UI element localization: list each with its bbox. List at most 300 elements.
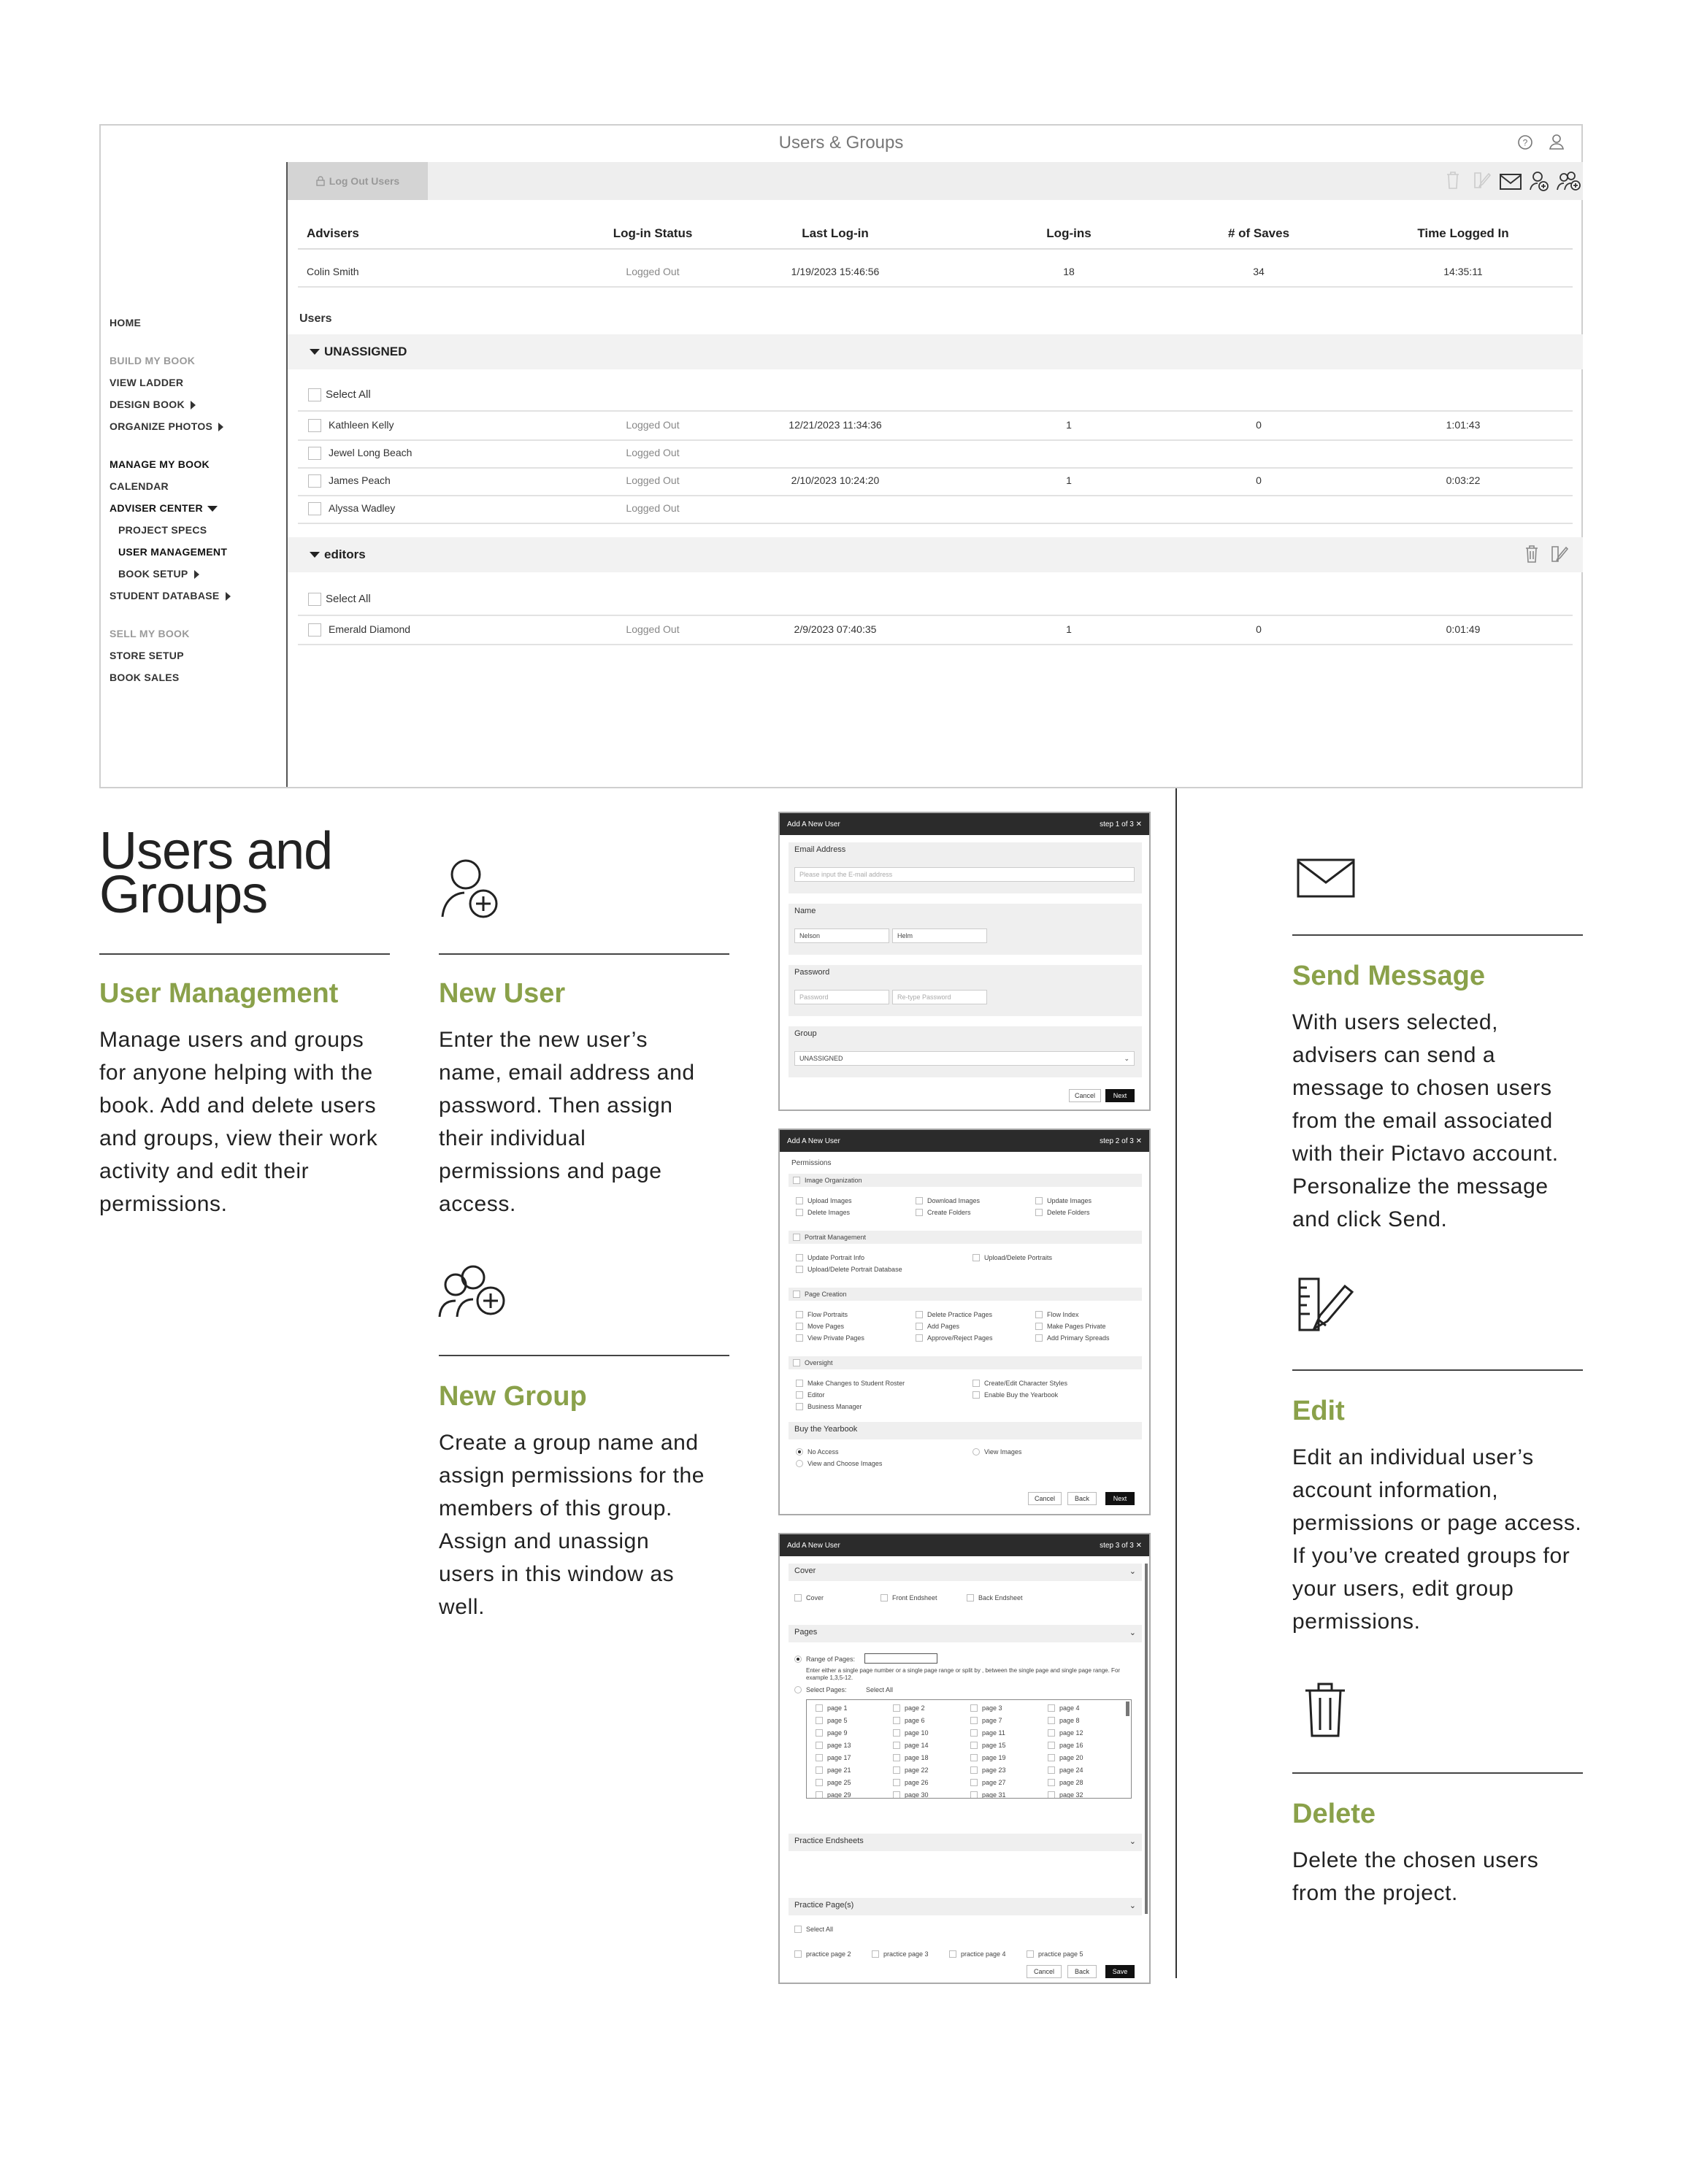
name-label: Name xyxy=(794,907,816,915)
page-label: page 26 xyxy=(905,1779,929,1786)
permission-checkbox[interactable] xyxy=(796,1380,803,1387)
column-header-logins: Log-ins xyxy=(1046,226,1092,240)
buy-yearbook-label: Buy the Yearbook xyxy=(794,1425,858,1434)
user-management-heading: User Management xyxy=(99,978,339,1009)
user-saves: 0 xyxy=(1256,474,1262,486)
nav-organize-photos[interactable] xyxy=(110,420,223,432)
email-field[interactable]: Please input the E-mail address xyxy=(794,867,1135,882)
chevron-right-icon xyxy=(191,401,196,410)
page-label: page 16 xyxy=(1059,1742,1083,1749)
radio-button[interactable] xyxy=(796,1460,803,1467)
user-last-login: 12/21/2023 11:34:36 xyxy=(789,419,882,431)
user-time: 0:01:49 xyxy=(1446,623,1481,635)
permission-label: Update Images xyxy=(1047,1197,1092,1204)
permission-checkbox[interactable] xyxy=(972,1391,980,1399)
cancel-button[interactable]: Cancel xyxy=(1028,1492,1062,1505)
permission-checkbox[interactable] xyxy=(796,1403,803,1410)
permission-label: Create Folders xyxy=(927,1209,971,1216)
nav-book-setup-label: BOOK SETUP xyxy=(118,568,188,580)
column-header-last-login: Last Log-in xyxy=(802,226,869,240)
permission-label: Make Changes to Student Roster xyxy=(807,1380,905,1387)
user-logins: 1 xyxy=(1066,419,1072,431)
nav-home[interactable]: HOME xyxy=(110,317,142,328)
select-pages-label: Select Pages: xyxy=(806,1686,847,1693)
page-checkbox[interactable] xyxy=(816,1704,823,1712)
permission-checkbox[interactable] xyxy=(916,1209,923,1216)
page-checkbox[interactable] xyxy=(1048,1729,1055,1737)
practice-item-label: practice page 4 xyxy=(961,1950,1006,1958)
page-title xyxy=(99,822,333,924)
cancel-button[interactable]: Cancel xyxy=(1027,1965,1062,1978)
page-checkbox[interactable] xyxy=(816,1766,823,1774)
divider xyxy=(439,1355,729,1356)
window-title: Users & Groups xyxy=(778,133,904,153)
page-label: page 7 xyxy=(982,1717,1002,1724)
page-checkbox[interactable] xyxy=(893,1766,900,1774)
divider xyxy=(1292,1772,1583,1774)
page-checkbox[interactable] xyxy=(970,1742,978,1749)
page-checkbox[interactable] xyxy=(893,1791,900,1799)
permission-label: Upload/Delete Portraits xyxy=(984,1254,1053,1261)
permission-label: Download Images xyxy=(927,1197,981,1204)
cover-checkbox[interactable] xyxy=(881,1594,888,1602)
user-logins: 1 xyxy=(1066,474,1072,486)
divider xyxy=(298,495,1573,496)
page-label: page 24 xyxy=(1059,1766,1083,1774)
page-checkbox[interactable] xyxy=(893,1729,900,1737)
permission-label: Add Pages xyxy=(927,1323,960,1330)
permission-checkbox[interactable] xyxy=(1035,1334,1043,1342)
radio-button[interactable] xyxy=(972,1448,980,1456)
nav-book-setup[interactable] xyxy=(118,568,199,580)
page-checkbox[interactable] xyxy=(970,1717,978,1724)
page-label: page 3 xyxy=(982,1704,1002,1712)
practice-checkbox[interactable] xyxy=(872,1950,879,1958)
page-label: page 6 xyxy=(905,1717,925,1724)
log-out-users-button[interactable] xyxy=(288,162,428,200)
page-checkbox[interactable] xyxy=(1048,1717,1055,1724)
add-group-icon xyxy=(437,1264,507,1318)
group-header-unassigned[interactable] xyxy=(288,334,1583,369)
email-label: Email Address xyxy=(794,845,846,854)
pages-list[interactable] xyxy=(806,1699,1132,1799)
permission-checkbox[interactable] xyxy=(916,1334,923,1342)
practice-checkbox[interactable] xyxy=(949,1950,956,1958)
svg-text:?: ? xyxy=(1522,137,1528,148)
account-icon[interactable] xyxy=(1548,133,1565,150)
page-label: page 25 xyxy=(827,1779,851,1786)
page-label: page 19 xyxy=(982,1754,1006,1761)
practice-checkbox[interactable] xyxy=(794,1950,802,1958)
log-out-users-label: Log Out Users xyxy=(329,175,400,187)
user-last-login: 2/10/2023 10:24:20 xyxy=(791,474,880,486)
user-name: Jewel Long Beach xyxy=(329,447,413,458)
nav-design-book[interactable] xyxy=(110,399,196,410)
delete-heading: Delete xyxy=(1292,1799,1376,1829)
nav-calendar[interactable]: CALENDAR xyxy=(110,480,169,492)
permission-label: Enable Buy the Yearbook xyxy=(984,1391,1059,1399)
user-status: Logged Out xyxy=(626,419,680,431)
page-checkbox[interactable] xyxy=(816,1717,823,1724)
page-checkbox[interactable] xyxy=(970,1729,978,1737)
nav-book-sales[interactable]: BOOK SALES xyxy=(110,672,180,683)
cover-section[interactable] xyxy=(789,1564,1142,1581)
user-time: 0:03:22 xyxy=(1446,474,1481,486)
column-header-status: Log-in Status xyxy=(613,226,693,240)
section-label: Portrait Management xyxy=(805,1234,867,1241)
cover-item-label: Back Endsheet xyxy=(978,1594,1023,1602)
practice-select-all-label: Select All xyxy=(806,1926,834,1933)
nav-adviser-center[interactable] xyxy=(110,502,218,514)
page-label: page 4 xyxy=(1059,1704,1080,1712)
permissions-label: Permissions xyxy=(791,1159,832,1167)
section-checkbox[interactable] xyxy=(793,1359,800,1366)
next-button[interactable]: Next xyxy=(1105,1089,1135,1102)
page-label: page 30 xyxy=(905,1791,929,1799)
section-checkbox[interactable] xyxy=(793,1177,800,1184)
nav-view-ladder[interactable]: VIEW LADDER xyxy=(110,377,184,388)
permission-label: Upload/Delete Portrait Database xyxy=(807,1266,902,1273)
toolbar xyxy=(288,162,1583,200)
column-header-saves: # of Saves xyxy=(1227,226,1290,240)
permission-label: Move Pages xyxy=(807,1323,845,1330)
section-label: Oversight xyxy=(805,1359,833,1366)
page-checkbox[interactable] xyxy=(816,1729,823,1737)
nav-store-setup[interactable]: STORE SETUP xyxy=(110,650,184,661)
page-checkbox[interactable] xyxy=(816,1742,823,1749)
group-label: Group xyxy=(794,1029,817,1038)
select-all-checkbox[interactable] xyxy=(308,388,321,401)
permission-checkbox[interactable] xyxy=(796,1266,803,1273)
page-checkbox[interactable] xyxy=(1048,1742,1055,1749)
section-checkbox[interactable] xyxy=(793,1291,800,1298)
divider xyxy=(298,410,1573,412)
divider xyxy=(298,523,1573,524)
dialog-title: Add A New User xyxy=(787,1137,840,1145)
select-all-checkbox[interactable] xyxy=(308,593,321,606)
page-checkbox[interactable] xyxy=(816,1791,823,1799)
edit-icon[interactable] xyxy=(1473,171,1491,190)
trash-icon[interactable] xyxy=(1446,171,1460,190)
permission-label: View Private Pages xyxy=(807,1334,864,1342)
next-button[interactable]: Next xyxy=(1105,1492,1135,1505)
dialog-step: step 1 of 3 xyxy=(1100,820,1134,828)
user-name: Kathleen Kelly xyxy=(329,419,394,431)
section-label: Image Organization xyxy=(805,1177,862,1184)
chevron-down-icon xyxy=(310,349,320,355)
edit-heading: Edit xyxy=(1292,1396,1345,1426)
row-checkbox[interactable] xyxy=(308,623,321,637)
permission-label: Upload Images xyxy=(807,1197,852,1204)
dialog-title: Add A New User xyxy=(787,820,840,828)
page-label: page 18 xyxy=(905,1754,929,1761)
permission-checkbox[interactable] xyxy=(1035,1311,1043,1318)
permission-label: Delete Images xyxy=(807,1209,851,1216)
select-pages-radio[interactable] xyxy=(794,1686,802,1693)
nav-user-management[interactable]: USER MANAGEMENT xyxy=(118,546,228,558)
group-header-editors[interactable] xyxy=(288,537,1583,572)
page-label: page 1 xyxy=(827,1704,848,1712)
page-checkbox[interactable] xyxy=(1048,1791,1055,1799)
range-help-text: Enter either a single page number or a single page range or split by , between the single page and single page range. For example 1,3,5-12. xyxy=(806,1667,1121,1681)
page-checkbox[interactable] xyxy=(816,1754,823,1761)
nav-section-sell: SELL MY BOOK xyxy=(110,628,190,639)
page-label: page 11 xyxy=(982,1729,1005,1737)
practice-checkbox[interactable] xyxy=(1027,1950,1034,1958)
divider xyxy=(1292,934,1583,936)
users-groups-window xyxy=(99,124,1583,788)
page-label: page 13 xyxy=(827,1742,851,1749)
column-header-time: Time Logged In xyxy=(1417,226,1509,240)
page-checkbox[interactable] xyxy=(893,1754,900,1761)
chevron-right-icon xyxy=(226,592,231,601)
user-status: Logged Out xyxy=(626,623,680,635)
edit-body: Edit an individual user’s account information, permissions or page access. If you’ve created groups for your users, edit group permissions. xyxy=(1292,1445,1582,1634)
page-checkbox[interactable] xyxy=(970,1754,978,1761)
user-management-body: Manage users and groups for anyone helping with the book. Add and delete users and groups, view their work activity and edit their permissions. xyxy=(99,1028,378,1216)
radio-label: View and Choose Images xyxy=(807,1460,883,1467)
row-checkbox[interactable] xyxy=(308,502,321,515)
user-status: Logged Out xyxy=(626,474,680,486)
cover-label: Cover xyxy=(794,1566,816,1575)
back-button[interactable]: Back xyxy=(1067,1492,1097,1505)
cover-item-label: Cover xyxy=(806,1594,824,1602)
user-saves: 0 xyxy=(1256,623,1262,635)
practice-pages-label: Practice Page(s) xyxy=(794,1901,854,1910)
permission-checkbox[interactable] xyxy=(916,1311,923,1318)
permission-checkbox[interactable] xyxy=(796,1391,803,1399)
permission-checkbox[interactable] xyxy=(1035,1197,1043,1204)
retype-password-field[interactable]: Re-type Password xyxy=(892,990,987,1004)
page-checkbox[interactable] xyxy=(1048,1754,1055,1761)
divider xyxy=(298,286,1573,288)
nav-project-specs[interactable]: PROJECT SPECS xyxy=(118,524,207,536)
chevron-down-icon xyxy=(310,552,320,558)
permission-label: Create/Edit Character Styles xyxy=(984,1380,1068,1387)
adviser-time: 14:35:11 xyxy=(1443,266,1483,277)
adviser-saves: 34 xyxy=(1253,266,1265,277)
page-checkbox[interactable] xyxy=(970,1791,978,1799)
page-checkbox[interactable] xyxy=(1048,1704,1055,1712)
permission-checkbox[interactable] xyxy=(1035,1209,1043,1216)
divider xyxy=(1175,788,1177,1978)
cover-item-label: Front Endsheet xyxy=(892,1594,937,1602)
dialog-header xyxy=(780,1130,1149,1152)
permission-checkbox[interactable] xyxy=(972,1254,980,1261)
permission-checkbox[interactable] xyxy=(796,1323,803,1330)
practice-select-all-checkbox[interactable] xyxy=(794,1926,802,1933)
dialog-header xyxy=(780,813,1149,835)
permission-checkbox[interactable] xyxy=(796,1254,803,1261)
chevron-down-icon: ⌄ xyxy=(1129,1837,1136,1846)
user-name: James Peach xyxy=(329,474,391,486)
cover-checkbox[interactable] xyxy=(967,1594,974,1602)
back-button[interactable]: Back xyxy=(1067,1965,1097,1978)
close-icon[interactable]: ✕ xyxy=(1135,1541,1142,1550)
permission-label: Update Portrait Info xyxy=(807,1254,865,1261)
scrollbar-thumb[interactable] xyxy=(1126,1702,1129,1716)
mail-icon xyxy=(1297,858,1355,898)
cancel-button[interactable]: Cancel xyxy=(1069,1089,1101,1102)
select-all-label: Select All xyxy=(326,593,371,605)
password-field[interactable]: Password xyxy=(794,990,889,1004)
dialog-scrollbar[interactable] xyxy=(1145,1564,1148,1914)
page-label: page 15 xyxy=(982,1742,1006,1749)
first-name-field[interactable]: Nelson xyxy=(794,928,889,943)
divider xyxy=(439,953,729,955)
permission-checkbox[interactable] xyxy=(796,1311,803,1318)
range-input[interactable] xyxy=(864,1653,937,1664)
user-logins: 1 xyxy=(1066,623,1072,635)
page-checkbox[interactable] xyxy=(1048,1779,1055,1786)
row-checkbox[interactable] xyxy=(308,447,321,460)
permission-checkbox[interactable] xyxy=(972,1380,980,1387)
range-label: Range of Pages: xyxy=(806,1656,856,1663)
nav-section-manage: MANAGE MY BOOK xyxy=(110,458,210,470)
practice-item-label: practice page 2 xyxy=(806,1950,851,1958)
group-select-value: UNASSIGNED xyxy=(799,1055,843,1062)
last-name-field[interactable]: Helm xyxy=(892,928,987,943)
group-name: UNASSIGNED xyxy=(324,345,407,358)
buy-yearbook-section xyxy=(789,1422,1142,1439)
page-label: page 31 xyxy=(982,1791,1006,1799)
page-label: page 22 xyxy=(905,1766,929,1774)
add-user-icon[interactable] xyxy=(1529,171,1549,191)
page-title-line-1: Users and xyxy=(99,822,333,880)
cover-checkbox[interactable] xyxy=(794,1594,802,1602)
new-group-heading: New Group xyxy=(439,1381,587,1412)
permission-label: Delete Folders xyxy=(1047,1209,1090,1216)
divider xyxy=(298,615,1573,616)
column-header-advisers: Advisers xyxy=(307,226,359,240)
adviser-logins: 18 xyxy=(1063,266,1075,277)
dialog-step: step 3 of 3 xyxy=(1100,1541,1134,1550)
radio-label: No Access xyxy=(807,1448,839,1456)
row-checkbox[interactable] xyxy=(308,419,321,432)
permission-label: Make Pages Private xyxy=(1047,1323,1106,1330)
lock-icon xyxy=(316,176,325,186)
permission-checkbox[interactable] xyxy=(1035,1323,1043,1330)
page-label: page 27 xyxy=(982,1779,1006,1786)
chevron-down-icon: ⌄ xyxy=(1129,1629,1136,1637)
permission-checkbox[interactable] xyxy=(916,1323,923,1330)
user-status: Logged Out xyxy=(626,447,680,458)
dialog-step: step 2 of 3 xyxy=(1100,1137,1134,1145)
page-checkbox[interactable] xyxy=(1048,1766,1055,1774)
page-checkbox[interactable] xyxy=(893,1717,900,1724)
permission-checkbox[interactable] xyxy=(796,1334,803,1342)
divider xyxy=(1292,1369,1583,1371)
chevron-down-icon xyxy=(207,506,218,512)
page-checkbox[interactable] xyxy=(816,1779,823,1786)
practice-endsheets-section[interactable] xyxy=(789,1834,1142,1851)
page-checkbox[interactable] xyxy=(970,1704,978,1712)
page-label: page 21 xyxy=(827,1766,851,1774)
add-user-dialog-step-2 xyxy=(778,1128,1151,1515)
page-label: page 8 xyxy=(1059,1717,1080,1724)
nav-student-database[interactable] xyxy=(110,590,231,601)
add-group-icon[interactable] xyxy=(1557,171,1581,191)
save-button[interactable]: Save xyxy=(1105,1965,1135,1978)
send-message-body: With users selected, advisers can send a message to chosen users from the email associated with their Pictavo account. Personalize the message and click Send. xyxy=(1292,1010,1559,1231)
permission-checkbox[interactable] xyxy=(796,1209,803,1216)
dialog-title: Add A New User xyxy=(787,1541,840,1550)
page-label: page 10 xyxy=(905,1729,929,1737)
permission-checkbox[interactable] xyxy=(796,1197,803,1204)
add-user-icon xyxy=(438,858,501,920)
chevron-right-icon xyxy=(194,570,199,579)
group-select[interactable] xyxy=(794,1051,1135,1066)
divider xyxy=(99,953,390,955)
new-user-body: Enter the new user’s name, email address and password. Then assign their individual permissions and page access. xyxy=(439,1028,695,1216)
page-checkbox[interactable] xyxy=(970,1766,978,1774)
page-label: page 20 xyxy=(1059,1754,1083,1761)
permission-checkbox[interactable] xyxy=(916,1197,923,1204)
page-checkbox[interactable] xyxy=(893,1779,900,1786)
select-all-label: Select All xyxy=(326,388,371,401)
close-icon[interactable]: ✕ xyxy=(1135,1137,1142,1145)
edit-icon[interactable] xyxy=(1551,545,1568,564)
close-icon[interactable]: ✕ xyxy=(1135,820,1142,828)
users-heading: Users xyxy=(299,312,332,325)
main-panel xyxy=(286,162,1583,787)
page-label: page 12 xyxy=(1059,1729,1083,1737)
page-label: page 23 xyxy=(982,1766,1006,1774)
page-checkbox[interactable] xyxy=(893,1742,900,1749)
trash-icon[interactable] xyxy=(1524,545,1539,564)
section-checkbox[interactable] xyxy=(793,1234,800,1241)
chevron-down-icon: ⌄ xyxy=(1129,1567,1136,1576)
divider xyxy=(298,644,1573,645)
mail-icon[interactable] xyxy=(1500,174,1522,190)
add-user-dialog-step-1 xyxy=(778,812,1151,1111)
user-name: Emerald Diamond xyxy=(329,623,411,635)
permission-label: Delete Practice Pages xyxy=(927,1311,993,1318)
password-label: Password xyxy=(794,968,830,977)
user-saves: 0 xyxy=(1256,419,1262,431)
page-title-line-2: Groups xyxy=(99,866,268,924)
help-icon[interactable] xyxy=(1517,134,1533,150)
nav-section-build: BUILD MY BOOK xyxy=(110,355,196,366)
permission-label: Flow Index xyxy=(1047,1311,1079,1318)
group-name: editors xyxy=(324,547,366,561)
page-label: page 32 xyxy=(1059,1791,1083,1799)
page-checkbox[interactable] xyxy=(893,1704,900,1712)
pages-section[interactable] xyxy=(789,1625,1142,1642)
divider xyxy=(298,439,1573,441)
select-all-link[interactable]: Select All xyxy=(866,1686,894,1693)
nav-design-book-label: DESIGN BOOK xyxy=(110,399,185,410)
page-label: page 9 xyxy=(827,1729,848,1737)
row-checkbox[interactable] xyxy=(308,474,321,488)
page-label: page 29 xyxy=(827,1791,851,1799)
nav-organize-photos-label: ORGANIZE PHOTOS xyxy=(110,420,213,432)
edit-icon xyxy=(1297,1276,1355,1334)
section-label: Page Creation xyxy=(805,1291,847,1298)
pages-label: Pages xyxy=(794,1628,818,1637)
user-status: Logged Out xyxy=(626,502,680,514)
page-checkbox[interactable] xyxy=(970,1779,978,1786)
divider xyxy=(298,248,1573,250)
page-label: page 28 xyxy=(1059,1779,1083,1786)
page-label: page 2 xyxy=(905,1704,925,1712)
page-label: page 14 xyxy=(905,1742,929,1749)
permission-label: Flow Portraits xyxy=(807,1311,848,1318)
add-user-dialog-step-3 xyxy=(778,1533,1151,1984)
range-radio[interactable] xyxy=(794,1656,802,1663)
radio-button[interactable] xyxy=(796,1448,803,1456)
practice-pages-section[interactable] xyxy=(789,1898,1142,1915)
